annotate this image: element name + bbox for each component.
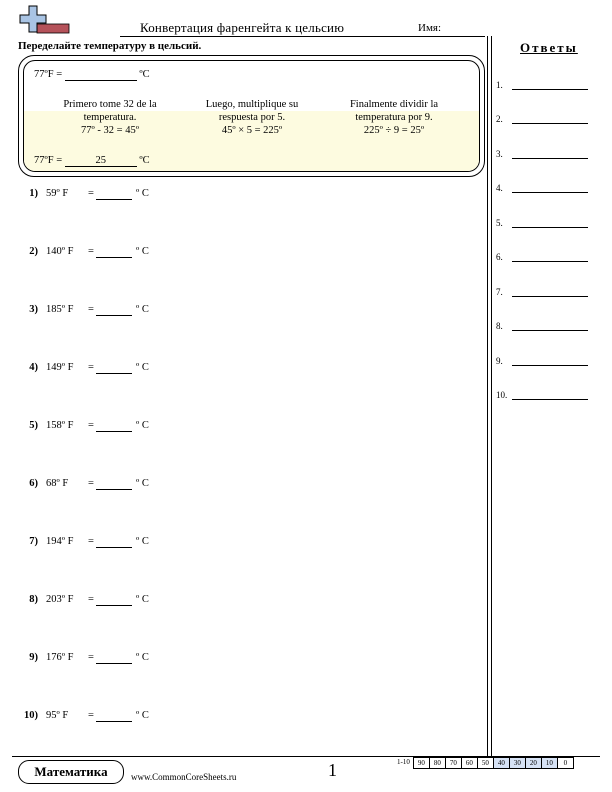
problem-number: 9) bbox=[29, 652, 38, 663]
problem-number: 7) bbox=[29, 536, 38, 547]
answer-blank[interactable] bbox=[96, 489, 132, 490]
score-cell: 50 bbox=[477, 757, 494, 769]
score-cell: 60 bbox=[461, 757, 478, 769]
problem-value: 59º F bbox=[46, 188, 69, 199]
answer-row bbox=[496, 321, 596, 333]
problem-number: 8) bbox=[29, 594, 38, 605]
answer-line[interactable] bbox=[512, 158, 588, 159]
problem-unit: º C bbox=[136, 652, 149, 663]
answer-blank[interactable] bbox=[96, 431, 132, 432]
problem-value: 158º F bbox=[46, 420, 74, 431]
answer-row bbox=[496, 287, 596, 299]
problem-unit: º C bbox=[136, 246, 149, 257]
score-table bbox=[398, 757, 574, 768]
answer-label: 1. bbox=[496, 80, 503, 90]
equals-sign: = bbox=[88, 710, 94, 721]
answer-row bbox=[496, 356, 596, 368]
answer-row bbox=[496, 80, 596, 92]
equals-sign: = bbox=[88, 304, 94, 315]
answer-label: 7. bbox=[496, 287, 503, 297]
score-cell: 10 bbox=[541, 757, 558, 769]
answer-line[interactable] bbox=[512, 296, 588, 297]
answer-line[interactable] bbox=[512, 192, 588, 193]
page-title: Конвертация фаренгейта к цельсию bbox=[140, 20, 345, 35]
answer-row bbox=[496, 149, 596, 161]
score-cell: 40 bbox=[493, 757, 510, 769]
answer-blank[interactable] bbox=[96, 257, 132, 258]
problem-value: 203º F bbox=[46, 594, 74, 605]
problem-value: 176º F bbox=[46, 652, 74, 663]
problem-number: 5) bbox=[29, 420, 38, 431]
answer-blank[interactable] bbox=[96, 663, 132, 664]
problem-value: 68º F bbox=[46, 478, 69, 489]
problem-value: 194º F bbox=[46, 536, 74, 547]
answer-line[interactable] bbox=[512, 399, 588, 400]
answer-blank[interactable] bbox=[96, 373, 132, 374]
problem-unit: º C bbox=[136, 362, 149, 373]
header-rule bbox=[120, 36, 485, 37]
score-cell: 30 bbox=[509, 757, 526, 769]
answer-blank[interactable] bbox=[96, 199, 132, 200]
equals-sign: = bbox=[88, 652, 94, 663]
score-cell: 90 bbox=[413, 757, 430, 769]
problem-unit: º C bbox=[136, 420, 149, 431]
answer-label: 9. bbox=[496, 356, 503, 366]
problem-value: 149º F bbox=[46, 362, 74, 373]
answer-blank[interactable] bbox=[96, 721, 132, 722]
score-cell: 20 bbox=[525, 757, 542, 769]
equals-sign: = bbox=[88, 362, 94, 373]
answer-label: 4. bbox=[496, 183, 503, 193]
answer-line[interactable] bbox=[512, 261, 588, 262]
score-cell: 0 bbox=[557, 757, 574, 769]
example-step-1: Primero tome 32 de la temperatura. 77º - 32 = 45º bbox=[63, 99, 157, 136]
answers-title: Ответы bbox=[520, 40, 578, 55]
problem-number: 1) bbox=[29, 188, 38, 199]
problem-unit: º C bbox=[136, 188, 149, 199]
equals-sign: = bbox=[88, 420, 94, 431]
answer-line[interactable] bbox=[512, 227, 588, 228]
problem-value: 185º F bbox=[46, 304, 74, 315]
answer-blank[interactable] bbox=[96, 547, 132, 548]
problem-unit: º C bbox=[136, 594, 149, 605]
problem-value: 140º F bbox=[46, 246, 74, 257]
answer-line[interactable] bbox=[512, 123, 588, 124]
example-answer: 77ºF = 25 ºC bbox=[34, 155, 150, 166]
answer-label: 5. bbox=[496, 218, 503, 228]
answer-row bbox=[496, 218, 596, 230]
answer-blank[interactable] bbox=[96, 605, 132, 606]
answer-blank[interactable] bbox=[96, 315, 132, 316]
equals-sign: = bbox=[88, 188, 94, 199]
name-label: Имя: bbox=[418, 22, 442, 34]
answer-row bbox=[496, 390, 596, 402]
score-cell: 80 bbox=[429, 757, 446, 769]
example-box bbox=[18, 55, 485, 177]
instructions: Переделайте температуру в цельсий. bbox=[18, 40, 202, 52]
answer-row bbox=[496, 183, 596, 195]
answer-line[interactable] bbox=[512, 89, 588, 90]
equals-sign: = bbox=[88, 246, 94, 257]
answer-line[interactable] bbox=[512, 365, 588, 366]
column-divider bbox=[487, 36, 488, 756]
site-url: www.CommonCoreSheets.ru bbox=[131, 772, 237, 782]
answer-label: 8. bbox=[496, 321, 503, 331]
example-step-2: Luego, multiplique su respuesta por 5. 45º × 5 = 225º bbox=[205, 99, 299, 136]
problem-number: 6) bbox=[29, 478, 38, 489]
answer-label: 10. bbox=[496, 390, 508, 400]
example-step-3: Finalmente dividir la temperatura por 9. 225º ÷ 9 = 25º bbox=[349, 99, 439, 136]
problem-number: 3) bbox=[29, 304, 38, 315]
score-cell: 70 bbox=[445, 757, 462, 769]
score-label: 1-10 bbox=[397, 758, 410, 766]
answer-line[interactable] bbox=[512, 330, 588, 331]
problem-unit: º C bbox=[136, 304, 149, 315]
equals-sign: = bbox=[88, 478, 94, 489]
example-question: 77ºF = ºC bbox=[34, 69, 150, 80]
problem-value: 95º F bbox=[46, 710, 69, 721]
answer-label: 6. bbox=[496, 252, 503, 262]
brand-badge: Математика bbox=[18, 760, 124, 784]
problem-unit: º C bbox=[136, 478, 149, 489]
plus-logo-icon bbox=[15, 4, 75, 38]
answer-label: 2. bbox=[496, 114, 503, 124]
equals-sign: = bbox=[88, 536, 94, 547]
answer-row bbox=[496, 252, 596, 264]
page-number: 1 bbox=[328, 760, 337, 780]
problem-unit: º C bbox=[136, 536, 149, 547]
answer-label: 3. bbox=[496, 149, 503, 159]
problem-number: 2) bbox=[29, 246, 38, 257]
problem-number: 10) bbox=[24, 710, 38, 721]
problem-unit: º C bbox=[136, 710, 149, 721]
problem-number: 4) bbox=[29, 362, 38, 373]
column-divider-inner bbox=[491, 36, 492, 756]
answer-row bbox=[496, 114, 596, 126]
example-answer-value: 25 bbox=[65, 155, 137, 167]
equals-sign: = bbox=[88, 594, 94, 605]
